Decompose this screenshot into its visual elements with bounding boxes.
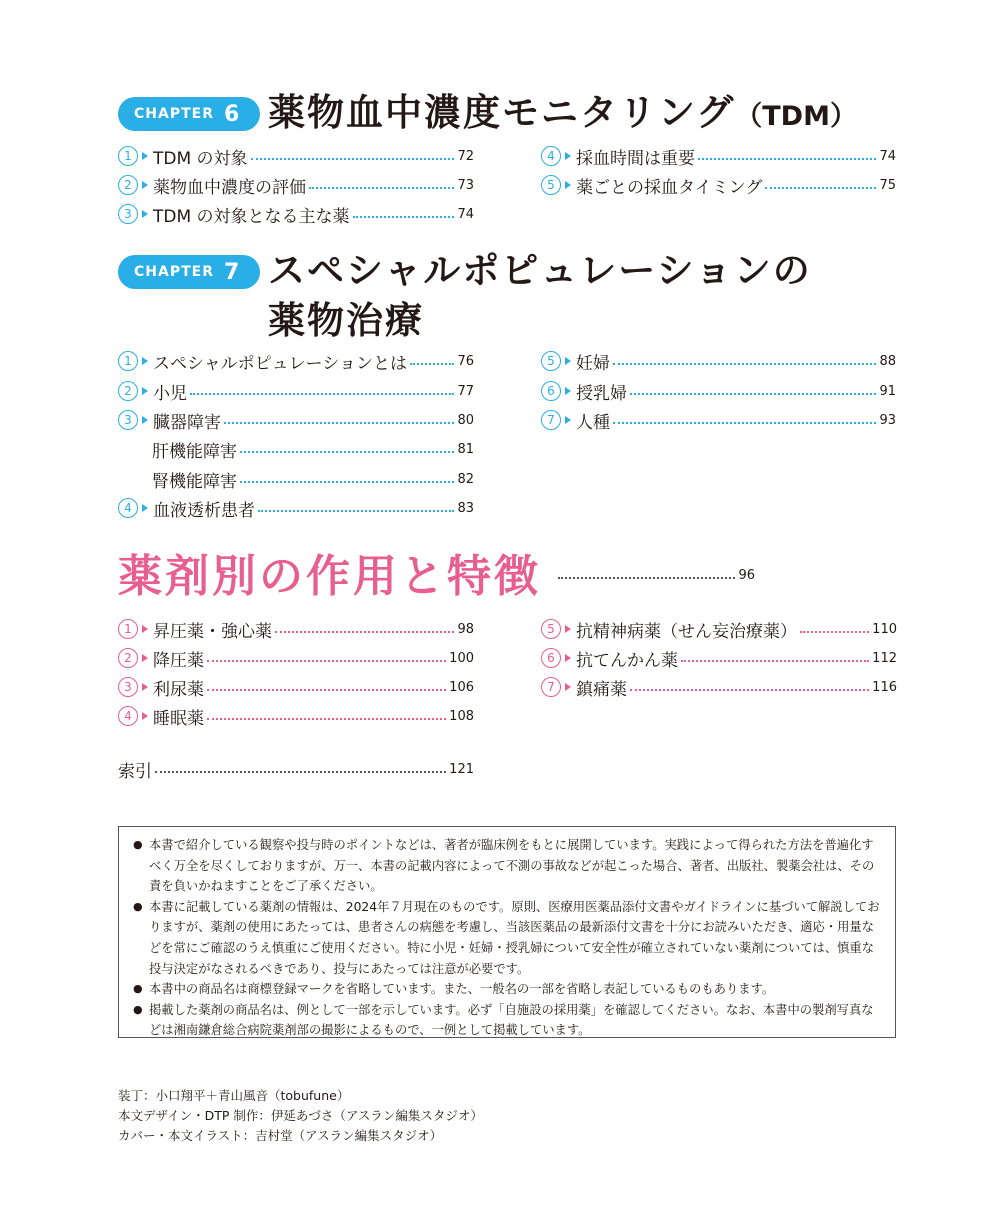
entry-page: 81 — [457, 441, 474, 457]
entry-page: 100 — [449, 650, 474, 666]
entry-title: 妊婦 — [576, 353, 610, 374]
number-circle-icon: 6 — [541, 648, 561, 668]
entry-page: 76 — [457, 353, 474, 369]
credits — [118, 1086, 483, 1146]
entry-title: スペシャルポピュレーションとは — [153, 353, 407, 374]
toc-entry[interactable] — [118, 201, 474, 227]
toc-entry[interactable] — [118, 645, 474, 671]
leader-dots — [353, 216, 455, 218]
triangle-icon — [142, 387, 148, 395]
leader-dots — [251, 158, 455, 160]
entry-title: 肝機能障害 — [152, 441, 237, 462]
triangle-icon — [142, 504, 148, 512]
entry-title: 抗精神病薬（せん妄治療薬） — [576, 621, 797, 642]
number-circle-icon: 4 — [118, 498, 138, 518]
triangle-icon — [142, 625, 148, 633]
entry-page: 110 — [872, 621, 897, 637]
entry-title: 降圧薬 — [153, 650, 204, 671]
toc-entry[interactable] — [118, 172, 474, 198]
triangle-icon — [142, 357, 148, 365]
number-circle-icon: 3 — [118, 677, 138, 697]
toc-sub-entry[interactable] — [118, 436, 474, 462]
toc-sub-entry[interactable] — [118, 466, 474, 492]
entry-title: 睡眠薬 — [153, 708, 204, 729]
entry-title: 腎機能障害 — [152, 471, 237, 492]
number-circle-icon: 5 — [541, 175, 561, 195]
entry-page: 88 — [879, 353, 896, 369]
chapter-6-title — [268, 89, 857, 141]
leader-dots — [155, 771, 446, 773]
entry-title: 小児 — [153, 383, 187, 404]
toc-entry[interactable] — [118, 616, 474, 642]
chapter-6-title-suffix: （TDM） — [735, 101, 857, 132]
entry-page: 74 — [457, 206, 474, 222]
triangle-icon — [565, 181, 571, 189]
toc-entry[interactable] — [541, 348, 896, 374]
number-circle-icon: 1 — [118, 146, 138, 166]
entry-title: 採血時間は重要 — [576, 148, 695, 169]
entry-page: 80 — [457, 412, 474, 428]
leader-dots — [207, 689, 446, 691]
toc-entry[interactable] — [541, 674, 897, 700]
entry-page: 74 — [879, 148, 896, 164]
credit-line: カバー・本文イラスト：吉村堂（アスラン編集スタジオ） — [118, 1128, 443, 1143]
toc-entry[interactable] — [118, 703, 474, 729]
toc-entry[interactable] — [541, 172, 896, 198]
chapter-6-badge — [118, 97, 260, 131]
number-circle-icon: 1 — [118, 619, 138, 639]
chapter-number: 7 — [223, 259, 240, 285]
leader-dots — [190, 393, 454, 395]
entry-page: 91 — [879, 383, 896, 399]
chapter-label: CHAPTER — [134, 106, 214, 122]
entry-page: 108 — [449, 708, 474, 724]
toc-entry[interactable] — [541, 407, 896, 433]
toc-entry[interactable] — [541, 378, 896, 404]
section-page-entry[interactable] — [555, 562, 755, 588]
number-circle-icon: 1 — [118, 351, 138, 371]
entry-title: 人種 — [576, 412, 610, 433]
triangle-icon — [142, 683, 148, 691]
number-circle-icon: 2 — [118, 175, 138, 195]
leader-dots — [613, 422, 876, 424]
entry-page: 93 — [879, 412, 896, 428]
triangle-icon — [565, 416, 571, 424]
entry-page: 98 — [457, 621, 474, 637]
chapter-number: 6 — [223, 101, 240, 127]
chapter-7-title-line1: スペシャルポピュレーションの — [268, 249, 812, 292]
number-circle-icon: 4 — [541, 146, 561, 166]
leader-dots — [309, 187, 454, 189]
triangle-icon — [142, 181, 148, 189]
triangle-icon — [142, 416, 148, 424]
toc-entry[interactable] — [118, 378, 474, 404]
triangle-icon — [565, 625, 571, 633]
leader-dots — [240, 481, 454, 483]
entry-title: 昇圧薬・強心薬 — [153, 621, 272, 642]
entry-title: 抗てんかん薬 — [576, 650, 678, 671]
entry-page: 72 — [457, 148, 474, 164]
entry-page: 82 — [457, 471, 474, 487]
notice-item: ● 掲載した薬剤の商品名は、例として一部を示しています。必ず「自施設の採用薬」を確認してください。なお、本書中の製剤写真などは湘南鎌倉総合病院薬剤部の撮影によるもので、一例として掲載しています。 — [133, 1000, 883, 1041]
entry-title: 鎮痛薬 — [576, 679, 627, 700]
entry-page: 96 — [738, 567, 755, 583]
leader-dots — [630, 393, 876, 395]
entry-title: 利尿薬 — [153, 679, 204, 700]
toc-entry[interactable] — [541, 616, 897, 642]
chapter-label: CHAPTER — [134, 264, 214, 280]
toc-entry[interactable] — [541, 645, 897, 671]
entry-title: TDM の対象となる主な薬 — [153, 206, 350, 227]
triangle-icon — [142, 152, 148, 160]
leader-dots — [800, 631, 869, 633]
notice-box — [118, 826, 896, 1038]
number-circle-icon: 3 — [118, 204, 138, 224]
triangle-icon — [565, 357, 571, 365]
entry-title: 臓器障害 — [153, 412, 221, 433]
entry-page: 77 — [457, 383, 474, 399]
toc-entry[interactable] — [118, 407, 474, 433]
section-title: 薬剤別の作用と特徴 — [118, 551, 541, 602]
toc-entry[interactable] — [118, 674, 474, 700]
chapter-6-title-main: 薬物血中濃度モニタリング — [268, 91, 736, 134]
triangle-icon — [142, 654, 148, 662]
credit-line: 装丁：小口翔平＋青山風音（tobufune） — [118, 1088, 350, 1103]
entry-page: 112 — [872, 650, 897, 666]
leader-dots — [224, 422, 454, 424]
number-circle-icon: 3 — [118, 410, 138, 430]
number-circle-icon: 4 — [118, 706, 138, 726]
entry-page: 121 — [449, 761, 474, 777]
number-circle-icon: 7 — [541, 410, 561, 430]
leader-dots — [613, 363, 876, 365]
credit-line: 本文デザイン・DTP 制作：伊延あづさ（アスラン編集スタジオ） — [118, 1108, 483, 1123]
notice-item: ● 本書で紹介している観察や投与時のポイントなどは、著者が臨床例をもとに展開しています。実践によって得られた方法を普遍化すべく万全を尽くしておりますが、万一、本書の記載内容によって不測の事故などが起こった場合、著者、出版社、製薬会社は、その責を負いかねますことをご了承ください。 — [133, 835, 883, 897]
triangle-icon — [565, 152, 571, 160]
entry-page: 73 — [457, 177, 474, 193]
leader-dots — [765, 187, 876, 189]
entry-title: 薬物血中濃度の評価 — [153, 177, 306, 198]
entry-title: 索引 — [118, 761, 152, 782]
entry-page: 116 — [872, 679, 897, 695]
triangle-icon — [565, 387, 571, 395]
leader-dots — [558, 577, 735, 579]
chapter-7-title — [268, 247, 812, 345]
entry-title: TDM の対象 — [153, 148, 248, 169]
leader-dots — [240, 451, 454, 453]
number-circle-icon: 7 — [541, 677, 561, 697]
number-circle-icon: 2 — [118, 381, 138, 401]
toc-entry[interactable] — [118, 143, 474, 169]
entry-title: 授乳婦 — [576, 383, 627, 404]
chapter-7-badge — [118, 255, 260, 289]
leader-dots — [258, 510, 454, 512]
toc-entry[interactable] — [118, 348, 474, 374]
leader-dots — [275, 631, 454, 633]
triangle-icon — [565, 654, 571, 662]
chapter-7-title-line2: 薬物治療 — [268, 299, 424, 342]
number-circle-icon: 6 — [541, 381, 561, 401]
entry-page: 83 — [457, 500, 474, 516]
toc-entry[interactable] — [118, 495, 474, 521]
notice-item: ● 本書に記載している薬剤の情報は、2024年７月現在のものです。原則、医療用医薬品添付文書やガイドラインに基づいて解説しておりますが、薬剤の使用にあたっては、患者さんの病態を考慮し、当該医薬品の最新添付文書を十分にお読みいただき、適応・用量などを常にご確認のうえ慎重にご使用ください。特に小児・妊婦・授乳婦について安全性が確立されていない薬剤については、慎重な投与決定がなされるべきであり、投与にあたっては注意が必要です。 — [133, 897, 883, 979]
entry-title: 薬ごとの採血タイミング — [576, 177, 763, 198]
leader-dots — [698, 158, 876, 160]
number-circle-icon: 5 — [541, 619, 561, 639]
notice-item: ● 本書中の商品名は商標登録マークを省略しています。また、一般名の一部を省略し表記しているものもあります。 — [133, 979, 883, 1000]
leader-dots — [410, 363, 454, 365]
triangle-icon — [565, 683, 571, 691]
triangle-icon — [142, 210, 148, 218]
leader-dots — [207, 660, 446, 662]
leader-dots — [207, 718, 446, 720]
toc-index-entry[interactable] — [118, 756, 474, 782]
entry-title: 血液透析患者 — [153, 500, 255, 521]
triangle-icon — [142, 712, 148, 720]
leader-dots — [681, 660, 869, 662]
entry-page: 106 — [449, 679, 474, 695]
leader-dots — [630, 689, 869, 691]
entry-page: 75 — [879, 177, 896, 193]
number-circle-icon: 2 — [118, 648, 138, 668]
number-circle-icon: 5 — [541, 351, 561, 371]
toc-entry[interactable] — [541, 143, 896, 169]
